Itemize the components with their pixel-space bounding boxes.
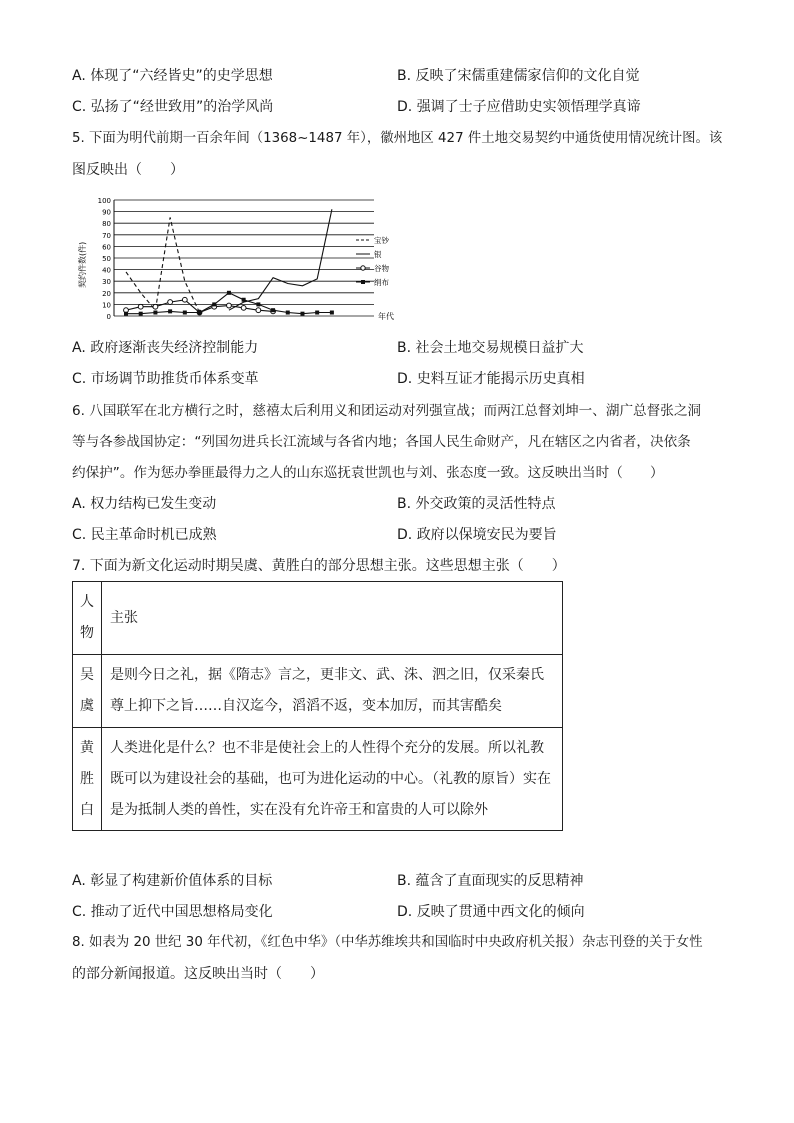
q6-option-d: D. 政府以保境安民为要旨 <box>397 527 557 543</box>
legend-marker <box>361 280 365 284</box>
q7-table <box>72 581 563 831</box>
legend-label: 谷物 <box>374 264 389 273</box>
q4-option-d: D. 强调了士子应借助史实领悟理学真谛 <box>397 99 641 115</box>
row-name: 黄 胜 白 <box>73 728 102 831</box>
q5-stem-line2: 图反映出（ ） <box>72 162 184 178</box>
chart-y-ticks <box>98 197 111 321</box>
header-claim: 主张 <box>102 582 563 655</box>
q6-option-a: A. 权力结构已发生变动 <box>72 496 217 512</box>
chart-point <box>198 311 202 315</box>
chart-point <box>183 311 187 315</box>
chart-y-tick-label: 100 <box>97 197 111 205</box>
chart-series-line <box>229 209 332 310</box>
q5-stem-line1: 5. 下面为明代前期一百余年间（1368~1487 年），徽州地区 427 件土地交易契约中通货使用情况统计图。该 <box>72 131 723 146</box>
q7-option-a: A. 彰显了构建新价值体系的目标 <box>72 873 273 889</box>
table-row <box>73 728 563 831</box>
q5-option-a: A. 政府逐渐丧失经济控制能力 <box>72 340 259 356</box>
chart-y-tick-label: 80 <box>102 220 111 229</box>
chart-legend <box>356 235 389 287</box>
chart-point <box>227 291 231 295</box>
chart-point <box>227 303 232 308</box>
table-row <box>73 655 563 728</box>
chart-point <box>242 298 246 302</box>
q6-stem-line3: 约保护”。作为惩办拳匪最得力之人的山东巡抚袁世凯也与刘、张态度一致。这反映出当时（ ） <box>72 465 664 481</box>
chart-point <box>182 297 187 302</box>
chart-series-line <box>126 217 200 312</box>
chart-y-tick-label: 20 <box>102 289 111 298</box>
chart-point <box>256 308 261 313</box>
chart-point <box>330 311 334 315</box>
q5-option-d: D. 史料互证才能揭示历史真相 <box>397 371 585 387</box>
chart-y-tick-label: 10 <box>102 301 111 310</box>
chart-point <box>124 312 128 316</box>
chart-x-label: 年代 <box>378 312 394 321</box>
chart-point <box>300 312 304 316</box>
q8-stem-line2: 的部分新闻报道。这反映出当时（ ） <box>72 966 324 982</box>
q4-option-c: C. 弘扬了“经世致用”的治学风尚 <box>72 99 274 115</box>
chart-y-tick-label: 60 <box>102 243 111 252</box>
q6-option-b: B. 外交政策的灵活性特点 <box>397 496 556 512</box>
legend-marker <box>361 266 365 270</box>
q7-option-c: C. 推动了近代中国思想格局变化 <box>72 904 273 920</box>
header-person: 人 物 <box>73 582 102 655</box>
chart-y-tick-label: 90 <box>102 208 111 217</box>
chart-y-tick-label: 30 <box>102 278 111 287</box>
row-claim: 是则今日之礼，据《隋志》言之，更非文、武、洙、泗之旧，仅采秦氏尊上抑下之旨……自汉迄今，滔滔不返，变本加厉，而其害酷矣 <box>102 655 563 728</box>
table-header-row <box>73 582 563 655</box>
chart-series <box>124 209 334 316</box>
chart-point <box>212 302 216 306</box>
chart-point <box>153 311 157 315</box>
chart-y-tick-label: 0 <box>106 313 111 321</box>
q4-option-a: A. 体现了“六经皆史”的史学思想 <box>72 68 273 84</box>
chart-point <box>271 308 275 312</box>
q8-stem-line1: 8. 如表为 20 世纪 30 年代初，《红色中华》（中华苏维埃共和国临时中央政府机关报）杂志刊登的关于女性 <box>72 935 703 950</box>
chart-y-tick-label: 40 <box>102 266 111 275</box>
chart-point <box>138 304 143 309</box>
chart-point <box>286 311 290 315</box>
chart-point <box>153 304 158 309</box>
row-name: 吴 虞 <box>73 655 102 728</box>
chart-y-tick-label: 50 <box>102 255 111 263</box>
q7-stem: 7. 下面为新文化运动时期吴虞、黄胜白的部分思想主张。这些思想主张（ ） <box>72 558 566 574</box>
chart-point <box>168 309 172 313</box>
chart-y-label: 契约件数(件) <box>78 241 87 288</box>
legend-label: 绢布 <box>374 278 389 287</box>
q4-option-b: B. 反映了宋儒重建儒家信仰的文化自觉 <box>397 68 640 84</box>
row-claim: 人类进化是什么？也不非是使社会上的人性得个充分的发展。所以礼教既可以为建设社会的基础，也可为进化运动的中心。（礼教的原旨）实在是为抵制人类的兽性，实在没有允许帝王和富贵的人可以除外 <box>102 728 563 831</box>
q7-option-b: B. 蕴含了直面现实的反思精神 <box>397 873 584 889</box>
chart-point <box>139 312 143 316</box>
chart-point <box>241 305 246 310</box>
chart-point <box>256 302 260 306</box>
q5-option-c: C. 市场调节助推货币体系变革 <box>72 371 259 387</box>
q6-option-c: C. 民主革命时机已成熟 <box>72 527 217 543</box>
q6-stem-line2: 等与各参战国协定：“列国勿进兵长江流域与各省内地；各国人民生命财产，凡在辖区之内省者，决依条 <box>72 434 691 450</box>
q7-option-d: D. 反映了贯通中西文化的倾向 <box>397 904 585 920</box>
chart-point <box>168 300 173 305</box>
q6-stem-line1: 6. 八国联军在北方横行之时，慈禧太后利用义和团运动对列强宣战；而两江总督刘坤一、湖广总督张之洞 <box>72 403 702 419</box>
chart-point <box>315 311 319 315</box>
chart-y-tick-label: 70 <box>102 231 111 240</box>
q5-chart <box>72 188 412 328</box>
legend-label: 银 <box>374 250 382 259</box>
q5-option-b: B. 社会土地交易规模日益扩大 <box>397 340 584 356</box>
legend-label: 宝钞 <box>374 236 389 245</box>
